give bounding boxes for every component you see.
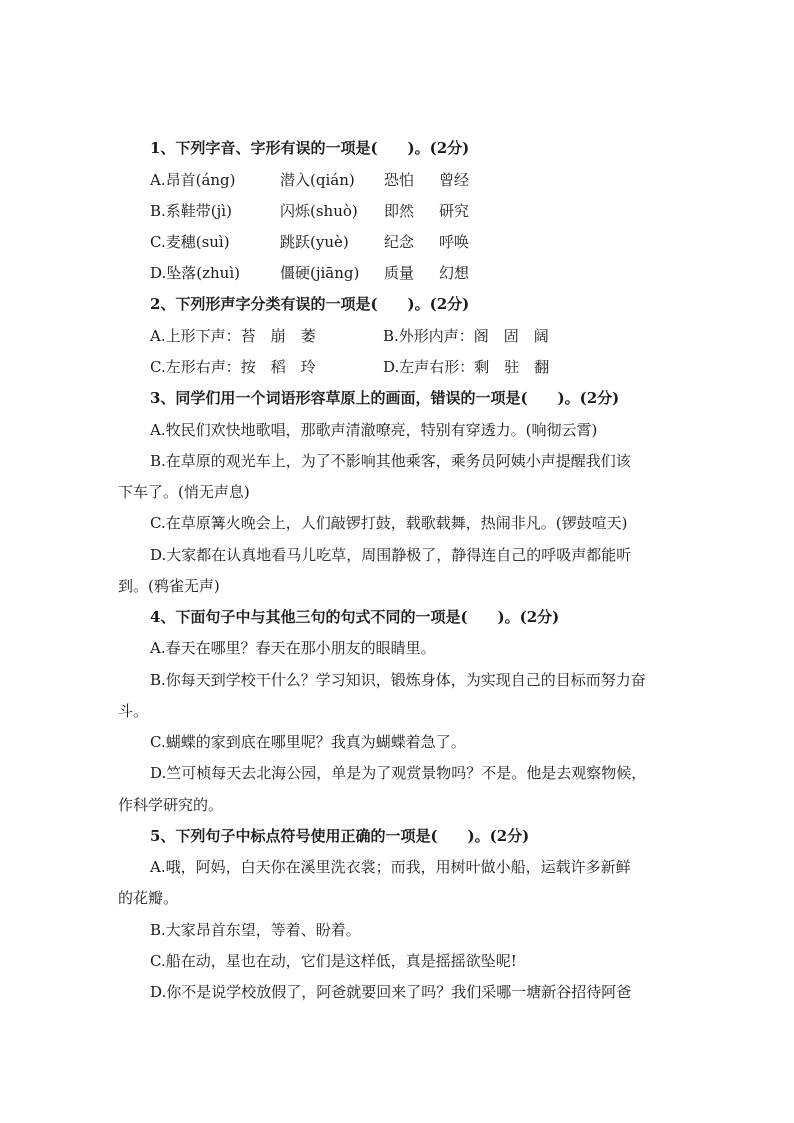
- question-2-stem: 2、下列形声字分类有误的一项是( )。(2分): [150, 295, 470, 313]
- question-4-option-b-cont: 斗。: [118, 702, 149, 720]
- question-5-option-b: B.大家昂首东望，等着、盼着。: [150, 921, 361, 939]
- question-4-option-a: A.春天在哪里？春天在那小朋友的眼睛里。: [150, 639, 436, 657]
- option-b-word-4: 研究: [439, 202, 470, 220]
- option-d-word-2: 僵硬(jiāng): [280, 264, 360, 282]
- question-5-option-a: A.哦，阿妈，白天你在溪里洗衣裳；而我，用树叶做小船，运载许多新鲜: [150, 858, 631, 876]
- option-b-word-1: B.系鞋带(jì): [150, 202, 232, 220]
- question-5-option-a-cont: 的花瓣。: [118, 889, 179, 907]
- question-4-option-c: C.蝴蝶的家到底在哪里呢？我真为蝴蝶着急了。: [150, 733, 466, 751]
- question-2-option-a: A.上形下声：苔 崩 萎: [150, 327, 316, 345]
- option-b-word-2: 闪烁(shuò): [280, 202, 358, 220]
- option-c-word-1: C.麦穗(suì): [150, 233, 230, 251]
- question-4-option-d-cont: 作科学研究的。: [118, 796, 224, 814]
- option-a-word-2: 潜入(qián): [280, 171, 355, 189]
- question-2-option-b: B.外形内声：阁 固 阔: [383, 327, 549, 345]
- option-d-word-4: 幻想: [439, 264, 470, 282]
- question-2-option-c: C.左形右声：按 稻 玲: [150, 358, 316, 376]
- option-a-word-1: A.昂首(áng): [150, 171, 236, 189]
- question-3-option-d: D.大家都在认真地看马儿吃草，周围静极了，静得连自己的呼吸声都能听: [150, 546, 632, 564]
- option-a-word-4: 曾经: [439, 171, 470, 189]
- option-b-word-3: 即然: [384, 202, 415, 220]
- question-3-option-a: A.牧民们欢快地歌唱，那歌声清澈嘹亮，特别有穿透力。(响彻云霄): [150, 421, 598, 439]
- question-3-stem: 3、同学们用一个词语形容草原上的画面，错误的一项是( )。(2分): [150, 389, 620, 407]
- question-5-option-c: C.船在动，星也在动，它们是这样低，真是摇摇欲坠呢!: [150, 952, 517, 970]
- question-1-stem: 1、下列字音、字形有误的一项是( )。(2分): [150, 139, 470, 157]
- question-4-option-d: D.竺可桢每天去北海公园，单是为了观赏景物吗？不是。他是去观察物候，: [150, 764, 647, 782]
- question-3-option-c: C.在草原篝火晚会上，人们敲锣打鼓，载歌载舞，热闹非凡。(锣鼓喧天): [150, 514, 628, 532]
- option-c-word-2: 跳跃(yuè): [280, 233, 349, 251]
- option-c-word-4: 呼唤: [439, 233, 470, 251]
- question-3-option-b-cont: 下车了。(悄无声息): [118, 483, 250, 501]
- option-d-word-1: D.坠落(zhuì): [150, 264, 240, 282]
- question-4-stem: 4、下面句子中与其他三句的句式不同的一项是( )。(2分): [150, 608, 560, 626]
- question-4-option-b: B.你每天到学校干什么？学习知识，锻炼身体，为实现自己的目标而努力奋: [150, 671, 646, 689]
- option-d-word-3: 质量: [384, 264, 415, 282]
- option-a-word-3: 恐怕: [384, 171, 415, 189]
- question-2-option-d: D.左声右形：剩 驻 翻: [383, 358, 550, 376]
- question-3-option-b: B.在草原的观光车上，为了不影响其他乘客，乘务员阿姨小声提醒我们该: [150, 452, 631, 470]
- option-c-word-3: 纪念: [384, 233, 415, 251]
- question-5-stem: 5、下列句子中标点符号使用正确的一项是( )。(2分): [150, 827, 530, 845]
- question-5-option-d: D.你不是说学校放假了，阿爸就要回来了吗？我们采哪一塘新谷招待阿爸: [150, 983, 632, 1001]
- question-3-option-d-cont: 到。(鸦雀无声): [118, 577, 220, 595]
